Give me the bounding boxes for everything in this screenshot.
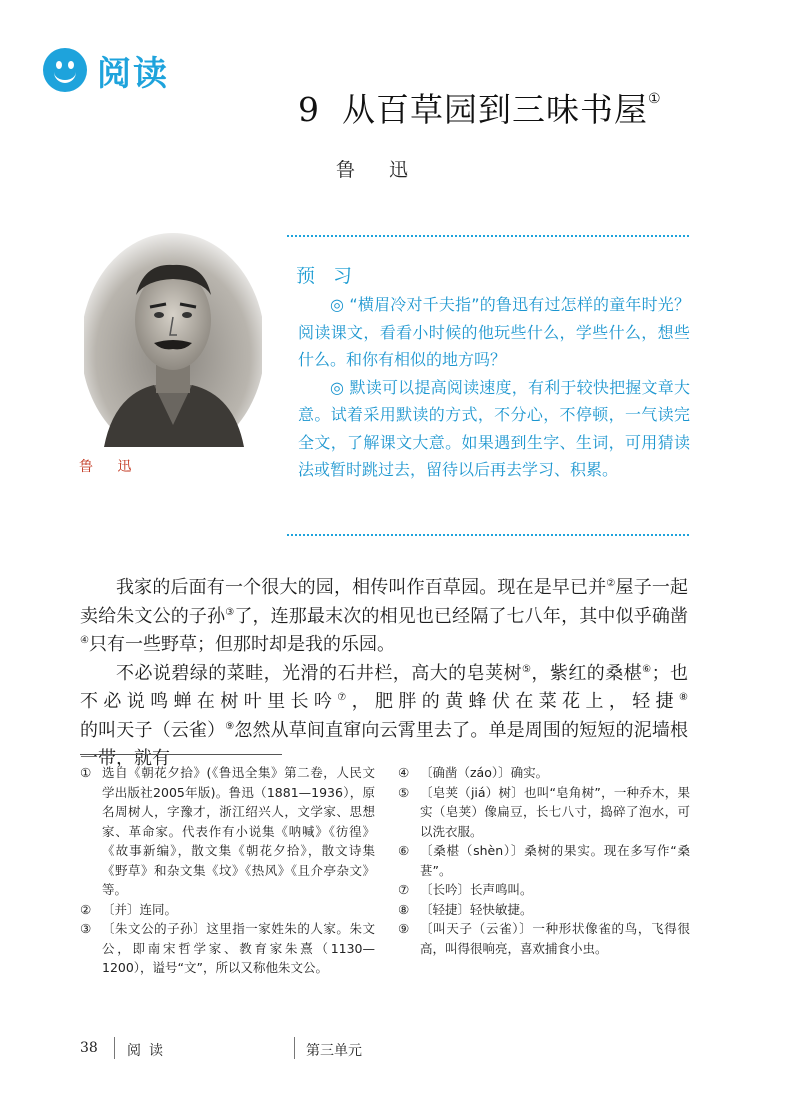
footer-separator xyxy=(294,1037,295,1059)
preview-paragraph: ◎ “横眉冷对千夫指”的鲁迅有过怎样的童年时光？阅读课文，看看小时候的他玩些什么，学些什么，想些什么。和你有相似的地方吗？ xyxy=(298,295,690,369)
footnote-mark: ⑥ xyxy=(642,663,652,675)
footer-unit-label: 第三单元 xyxy=(306,1043,362,1059)
section-title: 阅读 xyxy=(97,54,169,94)
footer-book-label: 阅读 xyxy=(127,1043,171,1059)
body-paragraph: 我家的后面有一个很大的园，相传叫作百草园。现在是早已并②屋子一起卖给朱文公的子孙③了，连那最末次的相见也已经隔了七八年，其中似乎确凿④只有一些野草；但那时却是我的乐园。 xyxy=(80,577,689,655)
preview-bottom-divider xyxy=(287,534,689,536)
footnote: ⑧ 〔轻捷〕轻快敏捷。 xyxy=(398,901,533,917)
footnotes-left xyxy=(80,763,375,978)
smiley-face-icon xyxy=(43,48,87,92)
footnote: ⑨ 〔叫天子（云雀）〕一种形状像雀的鸟，飞得很高，叫得很响亮，喜欢捕食小虫。 xyxy=(398,921,690,956)
footnote-rule xyxy=(80,754,282,755)
preview-heading: 预 习 xyxy=(296,265,359,287)
preview-text xyxy=(298,291,690,484)
footnote-mark: ④ xyxy=(80,635,89,646)
portrait-caption: 鲁 迅 xyxy=(79,459,142,475)
footnote-mark: ⑧ xyxy=(679,692,689,703)
footnote-mark: ② xyxy=(606,578,616,589)
footnote: ① 选自《朝花夕拾》(《鲁迅全集》第二卷，人民文学出版社2005年版)。鲁迅（1881—1936），原名周树人，字豫才，浙江绍兴人，文学家、思想家、革命家。代表作有小说集《呐喊》《彷徨》《故事新编》，散文集《朝花夕拾》，散文诗集《野草》和杂文集《坟》《热风》《且介亭杂文》等。 xyxy=(80,765,375,897)
title-footnote-mark: ① xyxy=(648,91,662,107)
preview-top-divider xyxy=(287,235,689,237)
footer-separator xyxy=(114,1037,115,1059)
footnote: ③ 〔朱文公的子孙〕这里指一家姓朱的人家。朱文公，即南宋哲学家、教育家朱熹（1130—1200），谥号“文”，所以又称他朱文公。 xyxy=(80,921,375,975)
footnote: ② 〔并〕连同。 xyxy=(80,901,178,917)
footnote: ⑦ 〔长吟〕长声鸣叫。 xyxy=(398,882,533,897)
footnote-mark: ⑦ xyxy=(337,692,352,703)
author-name: 鲁 迅 xyxy=(336,159,423,181)
preview-paragraph: ◎ 默读可以提高阅读速度，有利于较快把握文章大意。试着采用默读的方式，不分心，不停顿，一气读完全文，了解课文大意。如果遇到生字、生词，可用猜读法或暂时跳过去，留待以后再去学习、积累。 xyxy=(298,377,690,479)
lesson-title-text: 从百草园到三味书屋 xyxy=(342,90,648,129)
page-number: 38 xyxy=(80,1040,98,1056)
lesson-number: 9 xyxy=(298,90,320,129)
footnote-mark: ③ xyxy=(225,606,235,618)
author-portrait-image xyxy=(84,225,262,447)
lesson-title xyxy=(298,84,662,131)
footnote-mark: ⑨ xyxy=(225,720,235,732)
footnote: ⑤ 〔皂荚（jiá）树〕也叫“皂角树”，一种乔木，果实（皂荚）像扁豆，长七八寸，捣碎了泡水，可以洗衣服。 xyxy=(398,784,690,839)
footnote: ⑥ 〔桑椹（shèn）〕桑树的果实。现在多写作“桑葚”。 xyxy=(398,843,690,878)
footnotes-right xyxy=(398,763,690,958)
footnote: ④ 〔确凿（záo）〕确实。 xyxy=(398,765,549,780)
body-text xyxy=(80,574,688,774)
body-paragraph: 不必说碧绿的菜畦，光滑的石井栏，高大的皂荚树⑤，紫红的桑椹⑥；也不必说鸣蝉在树叶里长吟⑦，肥胖的黄蜂伏在菜花上，轻捷⑧的叫天子（云雀）⑨忽然从草间直窜向云霄里去了。单是周围的短短的泥墙根一带，就有 xyxy=(80,662,689,769)
footnote-mark: ⑤ xyxy=(521,663,532,675)
